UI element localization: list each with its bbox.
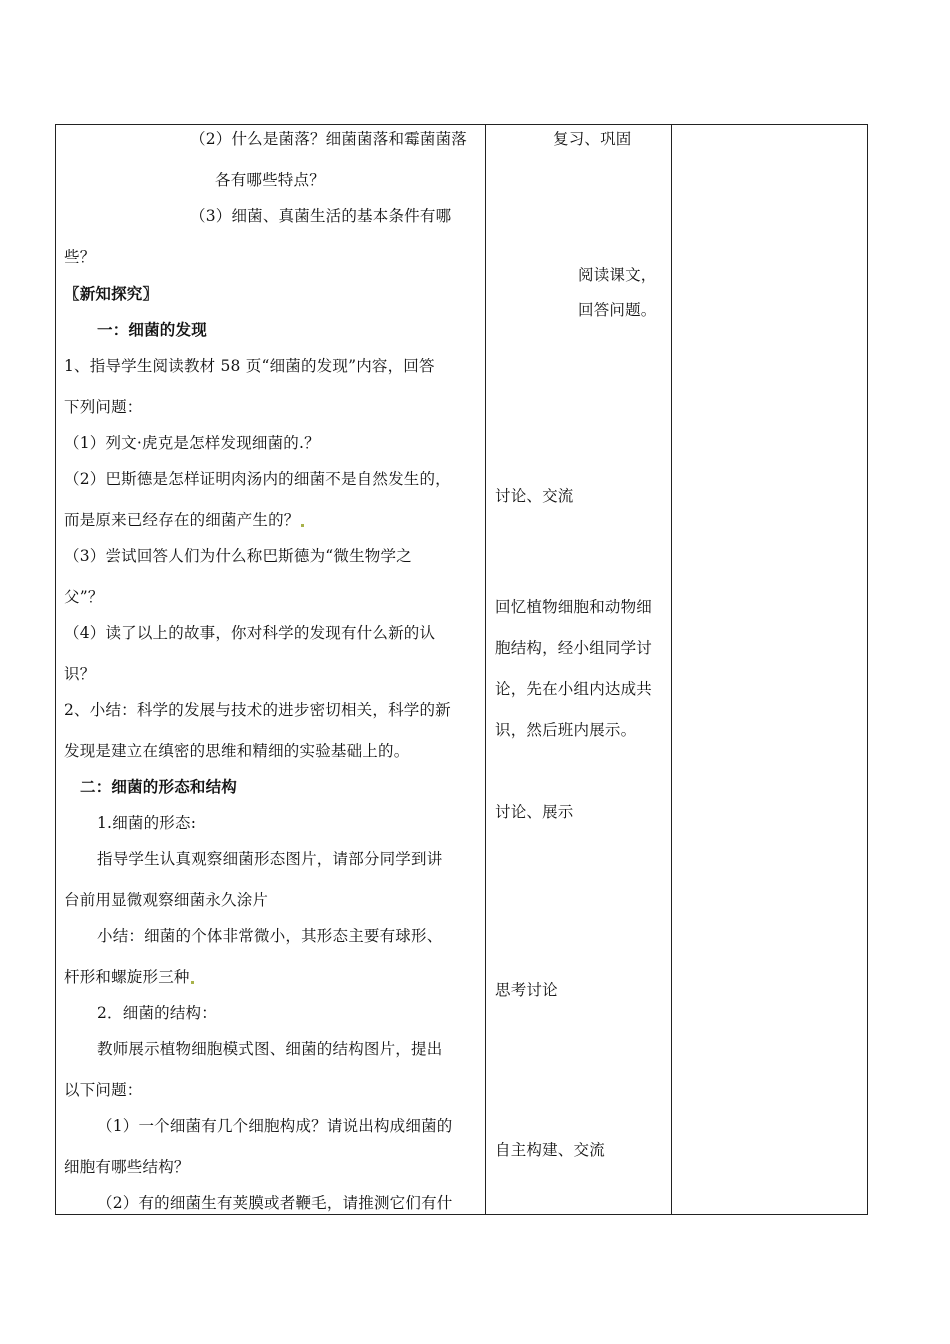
structure-question-2: （2）有的细菌生有荚膜或者鞭毛，请推测它们有什 bbox=[97, 1194, 453, 1212]
structure-instruction: 教师展示植物细胞模式图、细菌的结构图片，提出 bbox=[97, 1040, 443, 1058]
section-heading-morphology: 二：细菌的形态和结构 bbox=[80, 777, 238, 796]
discovery-question-1: （1）列文·虎克是怎样发现细菌的.？ bbox=[64, 434, 320, 452]
discovery-question-3-cont: 父”？ bbox=[64, 588, 104, 606]
activity-discuss-show: 讨论、展示 bbox=[495, 803, 574, 821]
activity-read-cont: 回答问题。 bbox=[578, 301, 657, 319]
discovery-instruction-cont: 下列问题： bbox=[64, 398, 143, 416]
edit-mark bbox=[191, 981, 194, 984]
discovery-question-4-cont: 识？ bbox=[64, 665, 96, 683]
morphology-summary: 小结：细菌的个体非常微小，其形态主要有球形、 bbox=[97, 927, 443, 945]
activity-self-build: 自主构建、交流 bbox=[495, 1141, 605, 1159]
discovery-question-2-cont: 而是原来已经存在的细菌产生的？ bbox=[64, 510, 305, 530]
review-question-2-cont: 各有哪些特点？ bbox=[215, 171, 325, 189]
discovery-instruction: 1、指导学生阅读教材 58 页“细菌的发现”内容，回答 bbox=[64, 357, 435, 375]
activity-think-discuss: 思考讨论 bbox=[495, 981, 558, 999]
morphology-instruction-cont: 台前用显微观察细菌永久涂片 bbox=[64, 891, 269, 909]
review-question-3: （3）细菌、真菌生活的基本条件有哪 bbox=[190, 207, 452, 225]
section-heading-new-knowledge: 〖新知探究〗 bbox=[64, 284, 159, 303]
activity-discuss-exchange: 讨论、交流 bbox=[495, 487, 574, 505]
morphology-instruction: 指导学生认真观察细菌形态图片，请部分同学到讲 bbox=[97, 850, 443, 868]
review-question-3-cont: 些？ bbox=[64, 248, 96, 266]
activity-recall: 回忆植物细胞和动物细 bbox=[495, 598, 653, 616]
discovery-summary-cont: 发现是建立在缜密的思维和精细的实验基础上的。 bbox=[64, 742, 410, 760]
column-divider-right bbox=[671, 125, 672, 1214]
column-divider-left bbox=[485, 125, 486, 1214]
structure-question-1: （1）一个细菌有几个细胞构成？请说出构成细菌的 bbox=[97, 1117, 453, 1135]
section-heading-discovery: 一：细菌的发现 bbox=[97, 320, 207, 339]
discovery-question-4: （4）读了以上的故事，你对科学的发现有什么新的认 bbox=[64, 624, 436, 642]
activity-recall-cont-1: 胞结构，经小组同学讨 bbox=[495, 639, 653, 657]
activity-recall-cont-3: 识，然后班内展示。 bbox=[495, 721, 637, 739]
discovery-question-2: （2）巴斯德是怎样证明肉汤内的细菌不是自然发生的， bbox=[64, 470, 451, 488]
activity-read: 阅读课文， bbox=[578, 266, 657, 284]
discovery-summary: 2、小结：科学的发展与技术的进步密切相关，科学的新 bbox=[64, 701, 451, 719]
structure-subheading: 2．细菌的结构： bbox=[97, 1004, 217, 1022]
discovery-question-3: （3）尝试回答人们为什么称巴斯德为“微生物学之 bbox=[64, 547, 412, 565]
edit-mark bbox=[301, 524, 304, 527]
review-question-2: （2）什么是菌落？细菌菌落和霉菌菌落 bbox=[190, 130, 467, 148]
morphology-summary-cont: 杆形和螺旋形三种 bbox=[64, 967, 195, 987]
activity-recall-cont-2: 论，先在小组内达成共 bbox=[495, 680, 653, 698]
activity-review: 复习、巩固 bbox=[553, 130, 632, 148]
structure-question-1-cont: 细胞有哪些结构？ bbox=[64, 1158, 190, 1176]
morphology-subheading: 1.细菌的形态: bbox=[97, 814, 197, 832]
structure-instruction-cont: 以下问题： bbox=[64, 1081, 143, 1099]
